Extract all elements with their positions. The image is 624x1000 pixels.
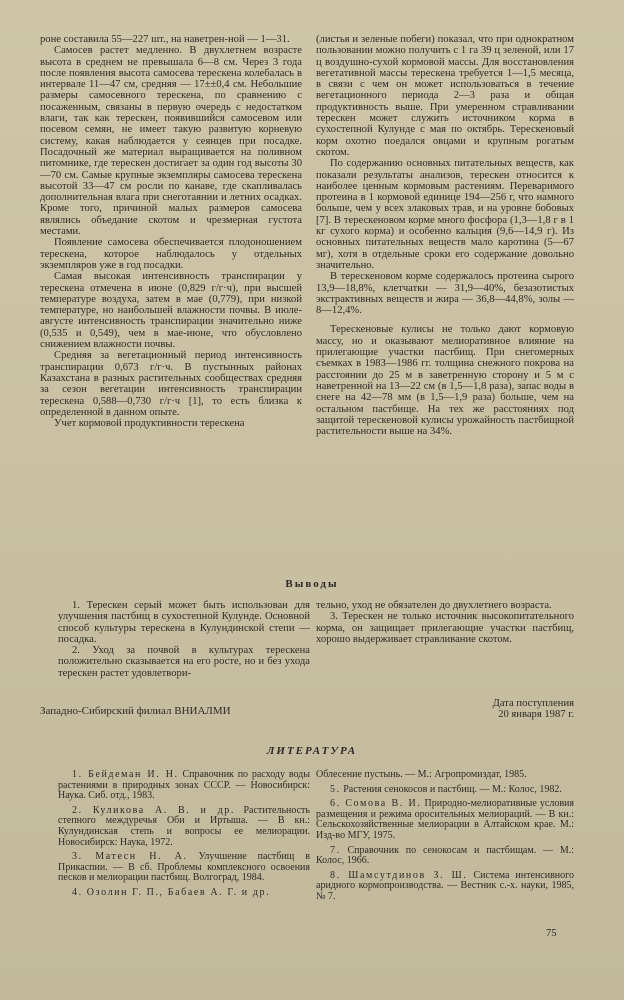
reference-item [58, 852, 310, 884]
left-column [40, 34, 302, 429]
reference-item [316, 846, 574, 867]
paragraph: роне составила 55—227 шт., на наветрен-ной — 1—31. [40, 34, 290, 45]
paragraph: (листья и зеленые побеги) показал, что при однократном пользовании можно получить с 1 га 39 ц зеленой, или 17 ц воздушно-сухой кормовой массы. Для восстановления вегетативной массы терескена требуется 1—1,5 месяца, в связи с чем он может использоваться в течение вегетационного периода 2—3 раза и общая продуктивность выше. При умеренном стравливании терескен может служить источником корма в сухостепной Кулунде с мая по октябрь. Терескеновый корм охотно поедался овцами и крупным рогатым скотом. [316, 34, 574, 158]
reference-author: 6. Сомова В. И. [330, 798, 422, 810]
reference-text: Природно-мелиоративные условия размещения и режима оросительных мелиораций. — В кн.: Сельскохозяйственные мелиорации в Алтайском крае. М.: Изд-во МГУ, 1975. [316, 798, 574, 841]
paragraph: Средняя за вегетационный период интенсивность транспирации 0,673 г/г·ч. В пустынных районах Казахстана в разных растительных сообществах средняя за сезон вегетации интенсивность транспирации терескена 0,588—0,730 г/г·ч [1], то есть близка к определенной в данном опыте. [40, 350, 302, 418]
reference-item [316, 871, 574, 903]
paragraph: Учет кормовой продуктивности терескена [54, 418, 245, 430]
reference-author: 1. Бейдеман И. Н. [72, 769, 179, 780]
reference-text: Растительность степного междуречья Оби и Иртыша. — В кн.: Кулундинская степь и вопросы ее мелиорации. Новосибирск: Наука, 1972. [58, 804, 310, 848]
reference-item [316, 770, 574, 781]
paragraph: В терескеновом корме содержалось протеина сырого 13,9—18,8%, клетчатки — 31,9—40%, безазотистых экстрактивных веществ и жира — 36,8—44,8%, золы — 8—12,4%. [316, 271, 574, 317]
conclusion-item: 1. Терескен серый может быть использован для улучшения пастбищ в сухостепной Кулунде. Основной способ культуры терескена в Кулундинской степи — посадка. [58, 600, 310, 645]
receipt-date [430, 698, 574, 721]
conclusions-left [58, 600, 310, 679]
date-label: Дата поступления [492, 698, 574, 709]
reference-author: 3. Матесн Н. А. [72, 851, 188, 863]
reference-item [58, 888, 310, 899]
references-right [316, 770, 574, 907]
reference-author: 5. [330, 783, 341, 795]
conclusions-heading: Выводы [285, 578, 339, 590]
affiliation: Западно-Сибирский филиал ВНИАЛМИ [40, 705, 231, 717]
reference-item [316, 785, 574, 796]
page-number: 75 [546, 928, 557, 939]
literature-heading: ЛИТЕРАТУРА [266, 745, 358, 757]
paragraph: Самосев растет медленно. В двухлетнем возрасте высота в среднем не превышала 6—8 см. Через 3 года после появления высота самосева терескена колебалась в интервале 11—47 см, средняя — 17±±0,4 см. Небольшие размеры самосевного терескена, по сравнению с посаженным, связаны в первую очередь с недостатком влаги, так как терескен, появившийся самосевом или посевом семян, не имеет такую развитую корневую систему, какая наблюдается у сеянцев при посадке. Посадочный же материал выращивается на поливном питомнике, где терескен достигает за один год высоты 30—70 см. Самые крупные экземпляры самосева терескена высотой 33—47 см росли по канаве, где скапливалась дополнительная влага при снеготаянии и летних осадках. Кроме того, причиной малых размеров самосева являлись объедание скотом и чрезмерная густота местами. [40, 45, 302, 238]
references-left [58, 770, 310, 903]
date-value: 20 января 1987 г. [498, 709, 574, 721]
paragraph: Самая высокая интенсивность транспирации у терескена отмечена в июне (0,829 г/г·ч), при высшей температуре воздуха, затем в мае (0,779), при низкой температуре, но наибольшей влажности почвы. В июле-августе интенсивность транспирации значительно ниже (0,535 и 0,549), чем в мае-июне, что обусловлено снижением влажности почвы. [40, 271, 302, 351]
reference-text: Улучшение пастбищ в Прикаспии. — В сб. Проблемы комплексного освоения песков и мелиорации пастбищ. Волгоград, 1984. [58, 851, 310, 884]
paragraph: Появление самосева обеспечивается плодоношением терескена, которое наблюдалось у отдельных экземпляров уже в год посадки. [40, 237, 302, 271]
reference-text: Облесение пустынь. — М.: Агропромиздат, 1985. [316, 769, 527, 780]
reference-author: 4. Озолин Г. П., Бабаев А. Г. и др. [72, 886, 271, 898]
reference-author: 2. Куликова А. В. и др. [72, 804, 235, 816]
right-column [316, 34, 574, 437]
reference-text: Растения сенокосов и пастбищ. — М.: Колос, 1982. [340, 783, 562, 795]
reference-author: 7. [330, 844, 341, 856]
paragraph: Терескеновые кулисы не только дают кормовую массу, но и оказывают мелиоративное влияние на прилегающие участки пастбищ. При снегомерных съемках в 1983—1986 гг. толщина снежного покрова на расстоянии до 25 м в заветренную сторону и 5 м с наветренной на 13—22 см (в 1,5—1,8 раза), запас воды в снеге на 42—78 мм (в 1,5—1,9 раза) больше, чем на остальном пастбище. На тех же расстояниях под защитой терескеновой кулисы урожайность пастбищной растительности выше на 34%. [316, 324, 574, 438]
reference-item [316, 799, 574, 841]
reference-text: Справочник по сенокосам и пастбищам. — М.: Колос, 1966. [316, 844, 574, 867]
conclusion-item: 3. Терескен не только источник высокопитательного корма, он защищает прилегающие участки пастбищ, хорошо выдерживает стравливание скотом. [316, 611, 574, 645]
conclusions-right [316, 600, 574, 645]
reference-item [58, 806, 310, 848]
conclusion-item: тельно, уход не обязателен до двухлетнего возраста. [316, 600, 552, 611]
reference-author: 8. Шамсутдинов З. Ш. [330, 869, 468, 881]
paragraph: По содержанию основных питательных веществ, как показали результаты анализов, терескен относится к наиболее ценным кормовым растениям. Переваримого протеина в 1 кормовой единице 194—256 г, что намного больше, чем у всех злаковых трав, и на уровне бобовых [7]. В терескеновом корме много фосфора (1,3—1,8 г в 1 кг сухого корма) и особенно кальция (9,6—14,9 г). Из основных питательных веществ мало каротина (5—67 мг), хотя в отдельные сроки его содержание довольно значительно. [316, 158, 574, 271]
reference-text: Справочник по расходу воды растениями в природных зонах СССР. — Новосибирск: Наука. Сиб. отд., 1983. [58, 769, 310, 802]
conclusion-item: 2. Уход за почвой в культурах терескена положительно сказывается на его росте, но и без ухода терескен растет удовлетвори- [58, 645, 310, 679]
reference-item [58, 770, 310, 802]
reference-text: Система интенсивного аридного кормопроизводства. — Вестник с.-х. науки, 1985, № 7. [316, 869, 575, 902]
